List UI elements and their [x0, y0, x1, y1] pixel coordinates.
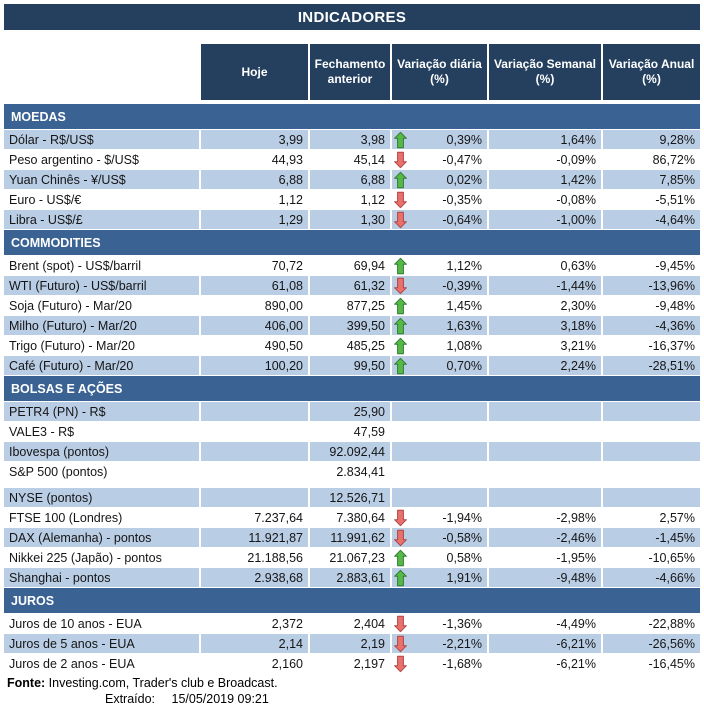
cell-hoje [201, 422, 308, 441]
cell-variacao-diaria [392, 548, 487, 567]
down-arrow-icon [394, 655, 407, 672]
cell-variacao-anual: -9,45% [655, 258, 695, 273]
cell-hoje [201, 442, 308, 461]
table-row [4, 130, 700, 149]
up-arrow-icon [394, 317, 407, 334]
variacao-diaria-value: 0,02% [446, 172, 482, 187]
table-row [4, 568, 700, 587]
row-label: Café (Futuro) - Mar/20 [4, 356, 199, 375]
cell-hoje: 7.237,64 [254, 510, 303, 525]
cell-hoje: 3,99 [201, 130, 308, 149]
table-row [4, 634, 700, 653]
cell-variacao-anual: -1,45% [603, 528, 700, 547]
extracted-line [4, 692, 700, 706]
row-label: Peso argentino - $/US$ [9, 152, 139, 167]
cell-fechamento-anterior: 69,94 [353, 258, 385, 273]
row-label: Juros de 10 anos - EUA [9, 616, 142, 631]
cell-variacao-diaria [392, 150, 487, 169]
cell-variacao-semanal: -2,98% [556, 510, 596, 525]
down-arrow-icon [394, 277, 407, 294]
variacao-diaria-value: -2,21% [442, 636, 482, 651]
variacao-diaria-value: 1,12% [446, 258, 482, 273]
cell-fechamento-anterior: 25,90 [310, 402, 390, 421]
down-arrow-icon [394, 615, 407, 632]
variacao-diaria-value: -0,39% [442, 278, 482, 293]
cell-variacao-diaria [392, 634, 487, 653]
cell-hoje [201, 402, 308, 421]
cell-variacao-semanal: 1,64% [489, 130, 601, 149]
cell-fechamento-anterior: 399,50 [310, 316, 390, 335]
cell-hoje: 1,29 [201, 210, 308, 229]
variacao-diaria-value: -0,58% [442, 530, 482, 545]
cell-hoje: 406,00 [201, 316, 308, 335]
column-header-fechamento-anterior: Fechamento anterior [310, 44, 390, 100]
cell-variacao-semanal [489, 488, 601, 507]
cell-variacao-anual: -28,51% [603, 356, 700, 375]
source-line [4, 676, 700, 690]
table-row [4, 316, 700, 335]
cell-variacao-anual [603, 442, 700, 461]
cell-variacao-diaria [392, 462, 487, 481]
column-header-variacao-anual: Variação Anual (%) [603, 44, 700, 100]
cell-fechamento-anterior: 2,197 [353, 656, 385, 671]
cell-variacao-anual: -16,37% [648, 338, 695, 353]
cell-variacao-diaria [392, 508, 487, 527]
cell-variacao-anual: -22,88% [648, 616, 695, 631]
table-row [4, 462, 700, 481]
row-label: Brent (spot) - US$/barril [9, 258, 141, 273]
cell-variacao-anual [603, 488, 700, 507]
cell-variacao-diaria [392, 336, 487, 355]
column-header-variacao-semanal: Variação Semanal (%) [489, 44, 601, 100]
cell-fechamento-anterior: 2.883,61 [310, 568, 390, 587]
cell-hoje: 11.921,87 [201, 528, 308, 547]
cell-variacao-diaria [392, 190, 487, 209]
cell-fechamento-anterior: 61,32 [310, 276, 390, 295]
variacao-diaria-value: 1,63% [446, 318, 482, 333]
table-row [4, 548, 700, 567]
cell-variacao-semanal: 1,42% [489, 170, 601, 189]
cell-hoje: 2,14 [201, 634, 308, 653]
cell-variacao-diaria [392, 442, 487, 461]
cell-fechamento-anterior: 45,14 [353, 152, 385, 167]
table-row [4, 422, 700, 441]
table-row [4, 528, 700, 547]
cell-variacao-anual: 9,28% [603, 130, 700, 149]
variacao-diaria-value: -0,64% [442, 212, 482, 227]
row-label: NYSE (pontos) [4, 488, 199, 507]
row-label: Soja (Futuro) - Mar/20 [9, 298, 132, 313]
row-label: Yuan Chinês - ¥/US$ [4, 170, 199, 189]
cell-variacao-anual: -13,96% [603, 276, 700, 295]
cell-variacao-diaria [392, 614, 487, 633]
cell-variacao-semanal: 0,63% [560, 258, 596, 273]
cell-variacao-anual [603, 422, 700, 441]
up-arrow-icon [394, 297, 407, 314]
cell-variacao-semanal: 2,24% [489, 356, 601, 375]
cell-fechamento-anterior: 99,50 [310, 356, 390, 375]
header-spacer [4, 44, 199, 100]
cell-hoje: 61,08 [201, 276, 308, 295]
section-header-bolsas-e-a-es: BOLSAS E AÇÕES [4, 376, 700, 401]
variacao-diaria-value: 1,91% [446, 570, 482, 585]
cell-variacao-diaria [392, 316, 487, 335]
cell-hoje: 1,12 [278, 192, 303, 207]
cell-hoje: 2,372 [271, 616, 303, 631]
cell-fechamento-anterior: 7.380,64 [336, 510, 385, 525]
extracted-label: Extraído: [105, 692, 156, 706]
row-label: Nikkei 225 (Japão) - pontos [9, 550, 162, 565]
cell-variacao-semanal: 3,18% [489, 316, 601, 335]
cell-variacao-diaria [392, 568, 487, 587]
variacao-diaria-value: 1,45% [446, 298, 482, 313]
cell-hoje [201, 462, 308, 481]
up-arrow-icon [394, 171, 407, 188]
cell-variacao-semanal [489, 422, 601, 441]
table-row [4, 654, 700, 673]
no-arrow [394, 463, 407, 480]
no-arrow [394, 489, 407, 506]
row-label: Ibovespa (pontos) [4, 442, 199, 461]
page-title: INDICADORES [4, 4, 700, 30]
cell-variacao-diaria [392, 356, 487, 375]
cell-fechamento-anterior: 3,98 [310, 130, 390, 149]
no-arrow [394, 403, 407, 420]
cell-variacao-semanal: -6,21% [556, 656, 596, 671]
row-label: Shanghai - pontos [4, 568, 199, 587]
cell-variacao-semanal: 3,21% [560, 338, 596, 353]
cell-fechamento-anterior: 2.834,41 [336, 464, 385, 479]
cell-variacao-anual: -26,56% [603, 634, 700, 653]
cell-hoje: 21.188,56 [247, 550, 303, 565]
down-arrow-icon [394, 191, 407, 208]
cell-variacao-anual: -4,66% [603, 568, 700, 587]
down-arrow-icon [394, 529, 407, 546]
cell-variacao-anual: -10,65% [648, 550, 695, 565]
up-arrow-icon [394, 357, 407, 374]
cell-variacao-anual: 2,57% [659, 510, 695, 525]
row-label: Juros de 5 anos - EUA [4, 634, 199, 653]
variacao-diaria-value: -0,35% [442, 192, 482, 207]
cell-variacao-anual: -16,45% [648, 656, 695, 671]
cell-variacao-semanal: -1,00% [489, 210, 601, 229]
row-label: VALE3 - R$ [9, 424, 75, 439]
cell-variacao-semanal: -2,46% [489, 528, 601, 547]
variacao-diaria-value: -1,36% [442, 616, 482, 631]
cell-variacao-diaria [392, 130, 487, 149]
variacao-diaria-value: -0,47% [442, 152, 482, 167]
cell-variacao-semanal: -6,21% [489, 634, 601, 653]
cell-hoje: 44,93 [271, 152, 303, 167]
table-row [4, 614, 700, 633]
cell-hoje: 6,88 [201, 170, 308, 189]
cell-variacao-semanal [489, 462, 601, 481]
cell-variacao-diaria [392, 528, 487, 547]
cell-fechamento-anterior: 2,19 [310, 634, 390, 653]
table-body [4, 104, 700, 673]
cell-variacao-semanal: -0,09% [556, 152, 596, 167]
table-header-row [4, 44, 700, 100]
down-arrow-icon [394, 151, 407, 168]
table-row [4, 150, 700, 169]
up-arrow-icon [394, 257, 407, 274]
table-row [4, 190, 700, 209]
cell-hoje: 490,50 [264, 338, 303, 353]
table-row [4, 276, 700, 295]
table-row [4, 336, 700, 355]
cell-variacao-semanal: -1,95% [556, 550, 596, 565]
cell-fechamento-anterior: 2,404 [353, 616, 385, 631]
cell-fechamento-anterior: 92.092,44 [310, 442, 390, 461]
table-row [4, 508, 700, 527]
extracted-timestamp: 15/05/2019 09:21 [171, 692, 269, 706]
cell-hoje: 890,00 [264, 298, 303, 313]
cell-fechamento-anterior: 1,12 [360, 192, 385, 207]
cell-variacao-diaria [392, 256, 487, 275]
cell-variacao-anual: -4,64% [603, 210, 700, 229]
table-row [4, 402, 700, 421]
cell-variacao-anual: -9,48% [655, 298, 695, 313]
table-row [4, 296, 700, 315]
cell-variacao-semanal: -4,49% [556, 616, 596, 631]
footer [4, 676, 700, 706]
cell-variacao-anual: -5,51% [655, 192, 695, 207]
cell-hoje: 100,20 [201, 356, 308, 375]
variacao-diaria-value: 1,08% [446, 338, 482, 353]
section-header-commodities: COMMODITIES [4, 230, 700, 255]
table-row [4, 170, 700, 189]
cell-fechamento-anterior: 47,59 [353, 424, 385, 439]
down-arrow-icon [394, 635, 407, 652]
section-header-juros: JUROS [4, 588, 700, 613]
cell-hoje: 2,160 [271, 656, 303, 671]
cell-variacao-diaria [392, 402, 487, 421]
cell-variacao-diaria [392, 488, 487, 507]
table-row [4, 256, 700, 275]
cell-variacao-semanal: -0,08% [556, 192, 596, 207]
row-label: WTI (Futuro) - US$/barril [4, 276, 199, 295]
down-arrow-icon [394, 211, 407, 228]
no-arrow [394, 443, 407, 460]
cell-variacao-semanal [489, 442, 601, 461]
row-label: DAX (Alemanha) - pontos [4, 528, 199, 547]
row-label: Juros de 2 anos - EUA [9, 656, 135, 671]
cell-variacao-anual: 7,85% [603, 170, 700, 189]
cell-variacao-diaria [392, 276, 487, 295]
cell-variacao-diaria [392, 654, 487, 673]
up-arrow-icon [394, 569, 407, 586]
cell-fechamento-anterior: 21.067,23 [329, 550, 385, 565]
row-label: Euro - US$/€ [9, 192, 82, 207]
table-row [4, 488, 700, 507]
cell-fechamento-anterior: 11.991,62 [310, 528, 390, 547]
row-label: PETR4 (PN) - R$ [4, 402, 199, 421]
cell-variacao-diaria [392, 422, 487, 441]
cell-variacao-semanal: 2,30% [560, 298, 596, 313]
cell-fechamento-anterior: 6,88 [310, 170, 390, 189]
cell-variacao-semanal: -9,48% [489, 568, 601, 587]
cell-variacao-diaria [392, 170, 487, 189]
cell-variacao-diaria [392, 210, 487, 229]
variacao-diaria-value: 0,58% [446, 550, 482, 565]
row-label: Dólar - R$/US$ [4, 130, 199, 149]
table-row [4, 442, 700, 461]
variacao-diaria-value: -1,68% [442, 656, 482, 671]
cell-fechamento-anterior: 12.526,71 [310, 488, 390, 507]
cell-variacao-semanal: -1,44% [489, 276, 601, 295]
cell-variacao-semanal [489, 402, 601, 421]
cell-fechamento-anterior: 485,25 [346, 338, 385, 353]
cell-hoje [201, 488, 308, 507]
cell-variacao-diaria [392, 296, 487, 315]
cell-variacao-anual [603, 462, 700, 481]
table-row [4, 356, 700, 375]
row-label: FTSE 100 (Londres) [9, 510, 123, 525]
no-arrow [394, 423, 407, 440]
row-label: Trigo (Futuro) - Mar/20 [9, 338, 135, 353]
section-header-moedas: MOEDAS [4, 104, 700, 129]
row-label: Libra - US$/£ [4, 210, 199, 229]
column-header-hoje: Hoje [201, 44, 308, 100]
row-label: S&P 500 (pontos) [9, 464, 108, 479]
cell-hoje: 2.938,68 [201, 568, 308, 587]
cell-variacao-anual: -4,36% [603, 316, 700, 335]
down-arrow-icon [394, 509, 407, 526]
source-label: Fonte: [7, 676, 46, 690]
table-row [4, 210, 700, 229]
up-arrow-icon [394, 131, 407, 148]
cell-variacao-anual: 86,72% [652, 152, 695, 167]
cell-variacao-anual [603, 402, 700, 421]
row-label: Milho (Futuro) - Mar/20 [4, 316, 199, 335]
cell-fechamento-anterior: 1,30 [310, 210, 390, 229]
cell-hoje: 70,72 [271, 258, 303, 273]
up-arrow-icon [394, 337, 407, 354]
column-header-variacao-diaria: Variação diária (%) [392, 44, 487, 100]
variacao-diaria-value: -1,94% [442, 510, 482, 525]
cell-fechamento-anterior: 877,25 [346, 298, 385, 313]
up-arrow-icon [394, 549, 407, 566]
source-text: Investing.com, Trader's club e Broadcast. [48, 676, 278, 690]
variacao-diaria-value: 0,70% [446, 358, 482, 373]
variacao-diaria-value: 0,39% [446, 132, 482, 147]
